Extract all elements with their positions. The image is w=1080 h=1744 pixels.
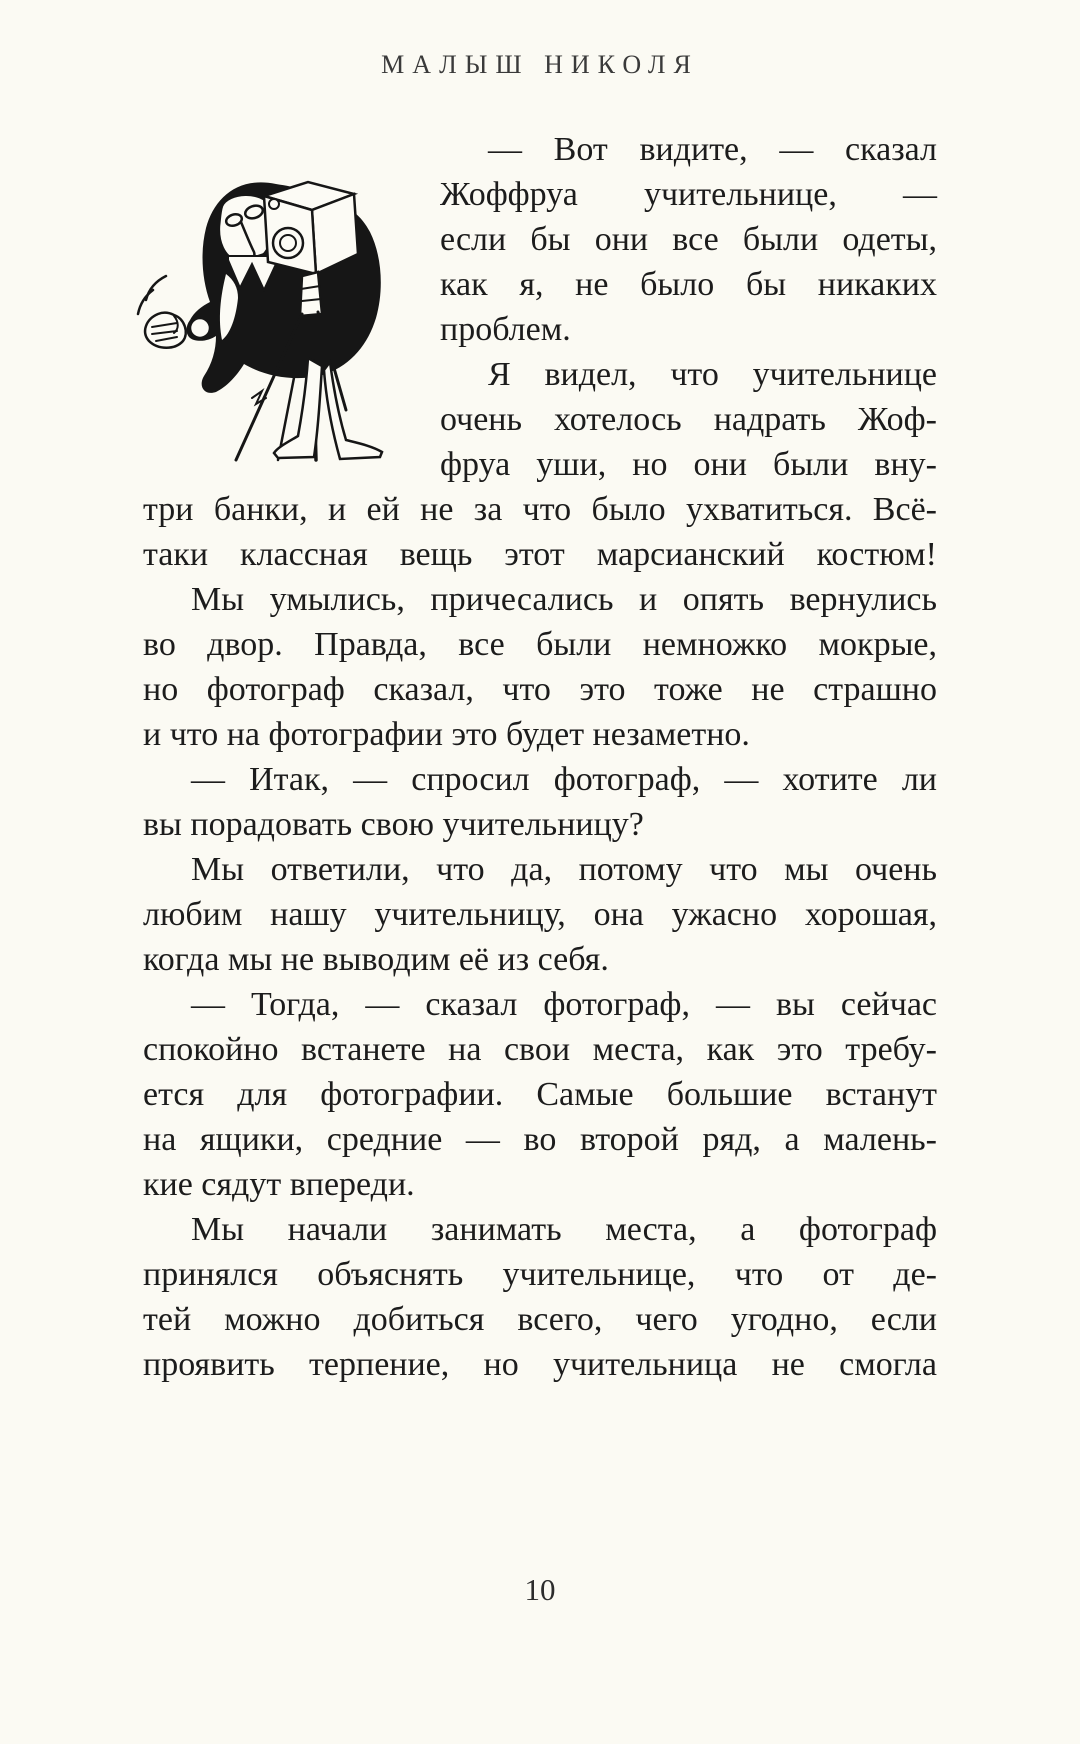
text-line: когда мы не выводим её из себя.: [143, 941, 609, 978]
text-line: — Вот видите, — сказал: [488, 131, 937, 168]
text-line: Жоффруа учительнице, —: [440, 176, 937, 213]
text-line: Я видел, что учительнице: [488, 356, 937, 393]
text-line: и что на фотографии это будет незаметно.: [143, 716, 750, 753]
text-line: на ящики, средние — во второй ряд, а малень-: [143, 1121, 937, 1158]
text-line: — Тогда, — сказал фотограф, — вы сейчас: [191, 986, 937, 1023]
text-line: Мы ответили, что да, потому что мы очень: [191, 851, 937, 888]
text-line: очень хотелось надрать Жоф-: [440, 401, 937, 438]
text-line: спокойно встанете на свои места, как это требу-: [143, 1031, 937, 1068]
text-line: проявить терпение, но учительница не смогла: [143, 1346, 937, 1383]
text-line: — Итак, — спросил фотограф, — хотите ли: [191, 761, 937, 798]
text-line: как я, не было бы никаких: [440, 266, 937, 303]
text-line: во двор. Правда, все были немножко мокрые,: [143, 626, 937, 663]
text-line: проблем.: [440, 311, 571, 348]
text-line: кие сядут впереди.: [143, 1166, 415, 1203]
text-line: Мы начали занимать места, а фотограф: [191, 1211, 937, 1248]
body-text: [143, 127, 937, 1387]
text-line: таки классная вещь этот марсианский костюм!: [143, 536, 937, 573]
page-number: 10: [524, 1572, 556, 1607]
text-line: Мы умылись, причесались и опять вернулись: [191, 581, 937, 618]
running-head: МАЛЫШ НИКОЛЯ: [381, 50, 699, 79]
text-line: если бы они все были одеты,: [440, 221, 937, 258]
text-line: три банки, и ей не за что было ухватиться. Всё-: [143, 491, 937, 528]
text-line: ется для фотографии. Самые большие встанут: [143, 1076, 937, 1113]
text-line: фруа уши, но они были вну-: [440, 446, 937, 483]
text-line: принялся объяснять учительнице, что от де-: [143, 1256, 937, 1293]
text-line: но фотограф сказал, что это тоже не страшно: [143, 671, 937, 708]
text-line: любим нашу учительницу, она ужасно хорошая,: [143, 896, 937, 933]
text-line: тей можно добиться всего, чего угодно, если: [143, 1301, 937, 1338]
text-line: вы порадовать свою учительницу?: [143, 806, 644, 843]
